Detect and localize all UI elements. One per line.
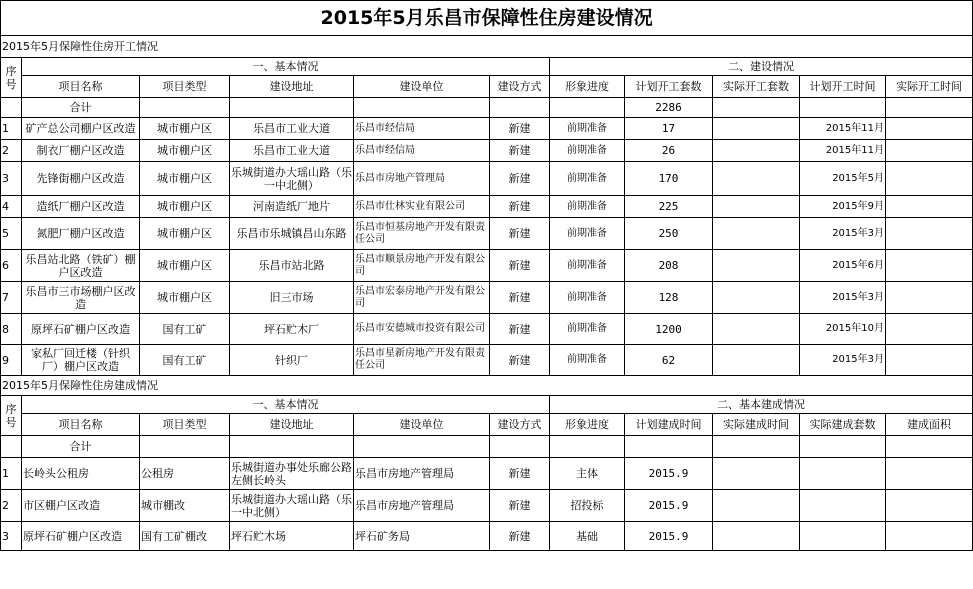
project-type: 国有工矿 xyxy=(140,314,230,345)
image-progress: 前期准备 xyxy=(550,345,625,376)
section-caption-complete: 2015年5月保障性住房建成情况 xyxy=(1,376,973,396)
planned-completion: 2015.9 xyxy=(625,522,713,551)
planned-start: 2015年9月 xyxy=(800,196,886,218)
actual-start xyxy=(886,118,973,140)
planned-units: 225 xyxy=(625,196,713,218)
row-number: 1 xyxy=(1,118,22,140)
actual-units xyxy=(713,118,800,140)
project-type: 城市棚户区 xyxy=(140,250,230,282)
table-row xyxy=(1,196,973,218)
project-address: 针织厂 xyxy=(230,345,354,376)
project-name: 原坪石矿棚户区改造 xyxy=(22,314,140,345)
actual-start xyxy=(886,314,973,345)
project-type: 城市棚改 xyxy=(140,490,230,522)
construction-mode: 新建 xyxy=(490,490,550,522)
project-address: 坪石贮木场 xyxy=(230,522,354,551)
col-header: 项目名称 xyxy=(22,414,140,436)
construction-mode: 新建 xyxy=(490,458,550,490)
construction-mode: 新建 xyxy=(490,314,550,345)
project-address: 旧三市场 xyxy=(230,282,354,314)
construction-mode: 新建 xyxy=(490,140,550,162)
actual-start xyxy=(886,250,973,282)
construction-unit: 乐昌市房地产管理局 xyxy=(354,490,490,522)
project-name: 长岭头公租房 xyxy=(22,458,140,490)
planned-units: 1200 xyxy=(625,314,713,345)
project-address: 乐昌市站北路 xyxy=(230,250,354,282)
col-header: 实际建成时间 xyxy=(713,414,800,436)
construction-mode: 新建 xyxy=(490,118,550,140)
progress-group-header: 二、基本建成情况 xyxy=(550,396,973,414)
col-header: 计划开工时间 xyxy=(800,76,886,98)
row-number: 4 xyxy=(1,196,22,218)
construction-mode: 新建 xyxy=(490,218,550,250)
project-type: 城市棚户区 xyxy=(140,282,230,314)
project-address: 河南造纸厂地片 xyxy=(230,196,354,218)
planned-start: 2015年5月 xyxy=(800,162,886,196)
row-number: 7 xyxy=(1,282,22,314)
construction-mode: 新建 xyxy=(490,345,550,376)
table-row xyxy=(1,314,973,345)
actual-units xyxy=(713,345,800,376)
image-progress: 基础 xyxy=(550,522,625,551)
image-progress: 前期准备 xyxy=(550,196,625,218)
table-row xyxy=(1,282,973,314)
construction-mode: 新建 xyxy=(490,196,550,218)
completed-area xyxy=(886,522,973,551)
planned-start: 2015年11月 xyxy=(800,140,886,162)
project-name: 乐昌市三市场棚户区改造 xyxy=(22,282,140,314)
total-row xyxy=(1,98,973,118)
project-address: 乐昌市乐城镇昌山东路 xyxy=(230,218,354,250)
page-title: 2015年5月乐昌市保障性住房建设情况 xyxy=(1,1,973,36)
project-type: 城市棚户区 xyxy=(140,196,230,218)
actual-start xyxy=(886,196,973,218)
planned-completion: 2015.9 xyxy=(625,490,713,522)
col-header: 建成面积 xyxy=(886,414,973,436)
actual-units xyxy=(713,196,800,218)
table-row xyxy=(1,218,973,250)
construction-unit: 乐昌市恒基房地产开发有限责任公司 xyxy=(354,218,490,250)
col-header: 实际开工套数 xyxy=(713,76,800,98)
project-type: 国有工矿棚改 xyxy=(140,522,230,551)
project-address: 乐城街道办大瑶山路（乐一中北侧） xyxy=(230,162,354,196)
col-header: 实际开工时间 xyxy=(886,76,973,98)
project-address: 乐昌市工业大道 xyxy=(230,118,354,140)
project-type: 国有工矿 xyxy=(140,345,230,376)
project-address: 乐城街道办事处乐廊公路左侧长岭头 xyxy=(230,458,354,490)
project-name: 原坪石矿棚户区改造 xyxy=(22,522,140,551)
row-number: 5 xyxy=(1,218,22,250)
planned-units: 250 xyxy=(625,218,713,250)
image-progress: 前期准备 xyxy=(550,218,625,250)
actual-start xyxy=(886,140,973,162)
image-progress: 前期准备 xyxy=(550,314,625,345)
total-units: 2286 xyxy=(625,98,713,118)
col-header: 建设单位 xyxy=(354,414,490,436)
actual-units xyxy=(713,140,800,162)
col-header: 建设地址 xyxy=(230,76,354,98)
planned-start: 2015年6月 xyxy=(800,250,886,282)
table-row xyxy=(1,250,973,282)
construction-mode: 新建 xyxy=(490,522,550,551)
planned-units: 170 xyxy=(625,162,713,196)
table-row xyxy=(1,522,973,551)
project-address: 乐昌市工业大道 xyxy=(230,140,354,162)
actual-units xyxy=(713,162,800,196)
col-header: 建设地址 xyxy=(230,414,354,436)
project-name: 先锋街棚户区改造 xyxy=(22,162,140,196)
planned-completion: 2015.9 xyxy=(625,458,713,490)
table-row xyxy=(1,490,973,522)
construction-unit: 乐昌市顺景房地产开发有限公司 xyxy=(354,250,490,282)
row-number: 6 xyxy=(1,250,22,282)
row-number: 3 xyxy=(1,162,22,196)
actual-units xyxy=(713,282,800,314)
col-header: 计划建成时间 xyxy=(625,414,713,436)
planned-start: 2015年3月 xyxy=(800,282,886,314)
row-number: 1 xyxy=(1,458,22,490)
row-number: 2 xyxy=(1,140,22,162)
planned-start: 2015年11月 xyxy=(800,118,886,140)
actual-completed-units xyxy=(800,522,886,551)
image-progress: 前期准备 xyxy=(550,118,625,140)
construction-unit: 乐昌市房地产管理局 xyxy=(354,162,490,196)
actual-start xyxy=(886,282,973,314)
planned-start: 2015年3月 xyxy=(800,345,886,376)
total-label: 合计 xyxy=(22,436,140,458)
section-caption-start: 2015年5月保障性住房开工情况 xyxy=(1,36,973,58)
planned-start: 2015年3月 xyxy=(800,218,886,250)
col-header: 计划开工套数 xyxy=(625,76,713,98)
actual-start xyxy=(886,345,973,376)
actual-completed-units xyxy=(800,490,886,522)
row-number: 3 xyxy=(1,522,22,551)
project-type: 城市棚户区 xyxy=(140,218,230,250)
project-address: 坪石贮木厂 xyxy=(230,314,354,345)
project-type: 城市棚户区 xyxy=(140,162,230,196)
construction-unit: 乐昌市房地产管理局 xyxy=(354,458,490,490)
col-header: 项目类型 xyxy=(140,76,230,98)
table-row xyxy=(1,345,973,376)
project-name: 氮肥厂棚户区改造 xyxy=(22,218,140,250)
table-row xyxy=(1,118,973,140)
actual-start xyxy=(886,162,973,196)
seq-header: 序号 xyxy=(1,396,22,436)
construction-unit: 乐昌市经信局 xyxy=(354,118,490,140)
actual-completed-units xyxy=(800,458,886,490)
project-type: 公租房 xyxy=(140,458,230,490)
col-header: 形象进度 xyxy=(550,76,625,98)
construction-mode: 新建 xyxy=(490,162,550,196)
project-name: 造纸厂棚户区改造 xyxy=(22,196,140,218)
row-number: 2 xyxy=(1,490,22,522)
image-progress: 前期准备 xyxy=(550,140,625,162)
image-progress: 前期准备 xyxy=(550,162,625,196)
project-type: 城市棚户区 xyxy=(140,118,230,140)
table-row xyxy=(1,458,973,490)
image-progress: 前期准备 xyxy=(550,250,625,282)
actual-units xyxy=(713,218,800,250)
construction-unit: 乐昌市仕林实业有限公司 xyxy=(354,196,490,218)
project-name: 矿产总公司棚户区改造 xyxy=(22,118,140,140)
actual-units xyxy=(713,250,800,282)
planned-units: 26 xyxy=(625,140,713,162)
planned-start: 2015年10月 xyxy=(800,314,886,345)
completed-area xyxy=(886,458,973,490)
table-row xyxy=(1,140,973,162)
construction-mode: 新建 xyxy=(490,282,550,314)
col-header: 形象进度 xyxy=(550,414,625,436)
table-row xyxy=(1,162,973,196)
basic-group-header: 一、基本情况 xyxy=(22,58,550,76)
construction-unit: 乐昌市宏泰房地产开发有限公司 xyxy=(354,282,490,314)
construction-unit: 乐昌市星新房地产开发有限责任公司 xyxy=(354,345,490,376)
planned-units: 62 xyxy=(625,345,713,376)
actual-start xyxy=(886,218,973,250)
col-header: 建设单位 xyxy=(354,76,490,98)
construction-unit: 坪石矿务局 xyxy=(354,522,490,551)
actual-units xyxy=(713,314,800,345)
project-name: 制衣厂棚户区改造 xyxy=(22,140,140,162)
project-type: 城市棚户区 xyxy=(140,140,230,162)
col-header: 项目类型 xyxy=(140,414,230,436)
project-name: 家私厂回迁楼（针织厂）棚户区改造 xyxy=(22,345,140,376)
actual-completion xyxy=(713,490,800,522)
construction-unit: 乐昌市经信局 xyxy=(354,140,490,162)
row-number: 9 xyxy=(1,345,22,376)
col-header: 建设方式 xyxy=(490,76,550,98)
construction-mode: 新建 xyxy=(490,250,550,282)
progress-group-header: 二、建设情况 xyxy=(550,58,973,76)
col-header: 项目名称 xyxy=(22,76,140,98)
total-label: 合计 xyxy=(22,98,140,118)
planned-units: 208 xyxy=(625,250,713,282)
planned-units: 17 xyxy=(625,118,713,140)
planned-units: 128 xyxy=(625,282,713,314)
seq-header: 序号 xyxy=(1,58,22,98)
completed-area xyxy=(886,490,973,522)
project-address: 乐城街道办大瑶山路（乐一中北侧） xyxy=(230,490,354,522)
image-progress: 主体 xyxy=(550,458,625,490)
image-progress: 招投标 xyxy=(550,490,625,522)
actual-completion xyxy=(713,458,800,490)
project-name: 市区棚户区改造 xyxy=(22,490,140,522)
total-row xyxy=(1,436,973,458)
construction-unit: 乐昌市安德城市投资有限公司 xyxy=(354,314,490,345)
basic-group-header: 一、基本情况 xyxy=(22,396,550,414)
image-progress: 前期准备 xyxy=(550,282,625,314)
project-name: 乐昌站北路（铁矿）棚户区改造 xyxy=(22,250,140,282)
actual-completion xyxy=(713,522,800,551)
col-header: 建设方式 xyxy=(490,414,550,436)
col-header: 实际建成套数 xyxy=(800,414,886,436)
row-number: 8 xyxy=(1,314,22,345)
